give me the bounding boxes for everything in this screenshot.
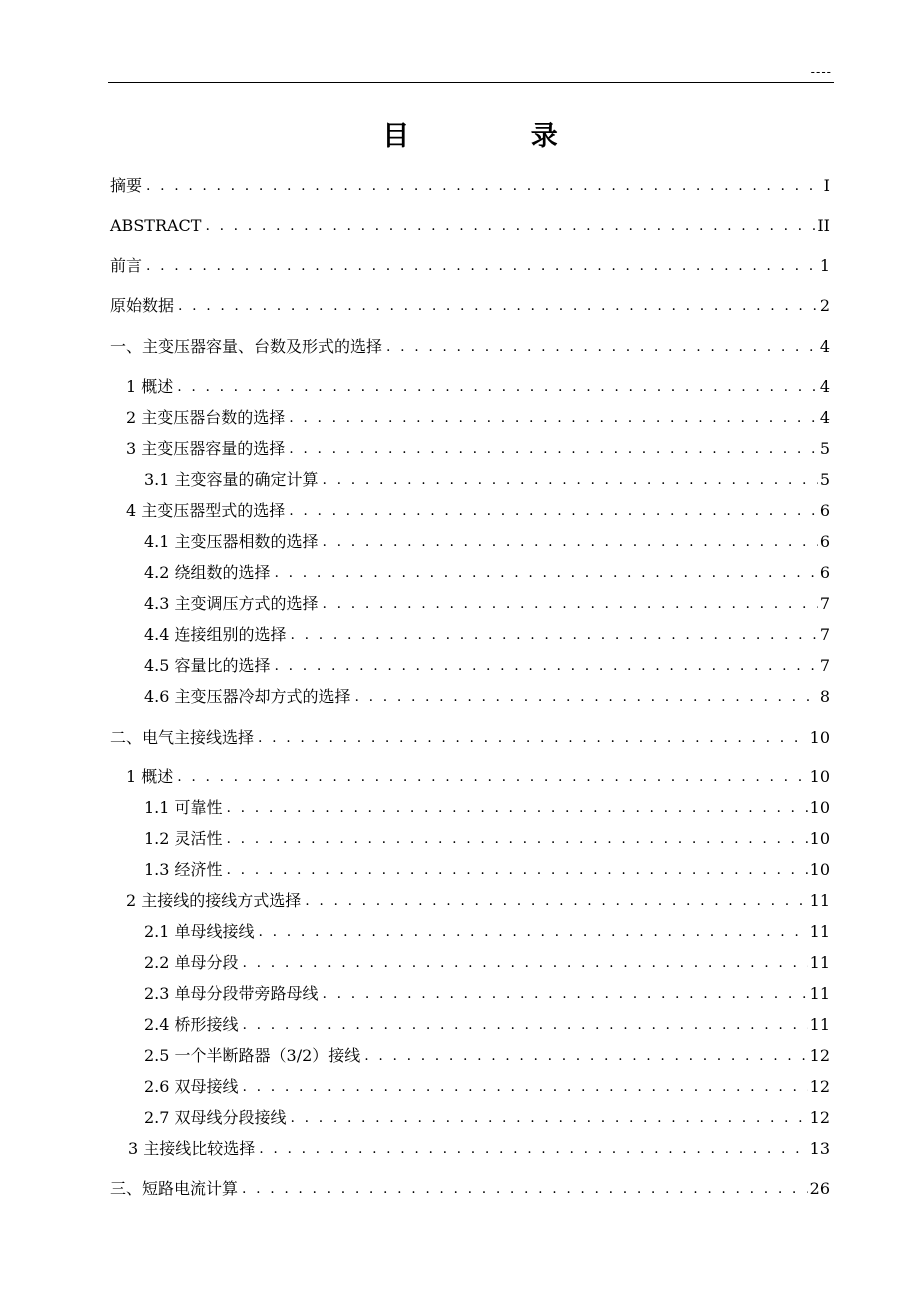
toc-entry-label: 二、电气主接线选择: [110, 728, 255, 747]
toc-entry[interactable]: [144, 920, 830, 944]
toc-dot-leader: [178, 294, 818, 318]
toc-dot-leader: [146, 174, 822, 198]
toc-entry-page-number: 12: [809, 1046, 830, 1065]
toc-entry-page-number: 12: [809, 1108, 830, 1127]
toc-entry-label: 2.5 一个半断路器（3/2）接线: [144, 1046, 361, 1065]
toc-entry-page-number: 10: [809, 767, 830, 786]
toc-entry[interactable]: [144, 951, 830, 975]
toc-entry-label: 2.4 桥形接线: [144, 1015, 239, 1034]
toc-dot-leader: [275, 654, 818, 678]
toc-dot-leader: [323, 982, 808, 1006]
toc-dot-leader: [259, 920, 808, 944]
toc-entry-label: 3 主接线比较选择: [128, 1139, 256, 1158]
toc-dot-leader: [243, 1013, 808, 1037]
toc-dot-leader: [259, 1137, 807, 1161]
toc-entry[interactable]: [144, 654, 830, 678]
toc-entry[interactable]: [126, 375, 830, 399]
toc-entry-page-number: 13: [809, 1139, 830, 1158]
toc-entry-label: 4.1 主变压器相数的选择: [144, 532, 319, 551]
toc-entry-page-number: 10: [809, 860, 830, 879]
toc-entry[interactable]: [144, 592, 830, 616]
toc-dot-leader: [305, 889, 807, 913]
toc-entry[interactable]: [144, 796, 830, 820]
toc-entry-page-number: 11: [809, 984, 830, 1003]
toc-entry[interactable]: [144, 685, 830, 709]
toc-entry-label: 一、主变压器容量、台数及形式的选择: [110, 337, 383, 356]
toc-dot-leader: [275, 561, 818, 585]
toc-dot-leader: [243, 1075, 808, 1099]
toc-dot-leader: [227, 858, 808, 882]
toc-entry[interactable]: [126, 499, 830, 523]
toc-entry-label: 4.3 主变调压方式的选择: [144, 594, 319, 613]
toc-entry-label: 4.2 绕组数的选择: [144, 563, 271, 582]
toc-entry-page-number: 11: [809, 1015, 830, 1034]
toc-entry[interactable]: [110, 174, 830, 198]
header-mark: ----: [810, 64, 832, 79]
toc-entry[interactable]: [110, 335, 830, 359]
toc-entry[interactable]: [110, 1177, 830, 1201]
toc-entry-label: 1 概述: [126, 377, 174, 396]
toc-entry-page-number: 2: [819, 296, 830, 315]
toc-entry[interactable]: [110, 214, 830, 238]
toc-entry-label: 2.2 单母分段: [144, 953, 239, 972]
toc-entry[interactable]: [144, 1106, 830, 1130]
toc-dot-leader: [289, 437, 818, 461]
toc-dot-leader: [291, 1106, 808, 1130]
toc-entry-page-number: 4: [819, 337, 830, 356]
toc-entry-label: 1 概述: [126, 767, 174, 786]
toc-entry-page-number: 5: [819, 439, 830, 458]
toc-entry-label: 前言: [110, 256, 143, 275]
toc-dot-leader: [242, 1177, 808, 1201]
toc-entry-page-number: II: [817, 216, 830, 235]
toc-entry[interactable]: [144, 1044, 830, 1068]
toc-entry-page-number: 7: [819, 656, 830, 675]
toc-entry-page-number: 5: [819, 470, 830, 489]
toc-entry-label: 原始数据: [110, 296, 175, 315]
toc-entry[interactable]: [144, 1075, 830, 1099]
toc-entry[interactable]: [144, 858, 830, 882]
toc-entry-label: 2.6 双母接线: [144, 1077, 239, 1096]
toc-entry[interactable]: [144, 982, 830, 1006]
toc-dot-leader: [227, 796, 808, 820]
toc-entry-label: 摘要: [110, 176, 143, 195]
toc-entry-page-number: 4: [819, 408, 830, 427]
toc-dot-leader: [289, 499, 818, 523]
toc-dot-leader: [289, 406, 818, 430]
toc-entry-page-number: 10: [809, 798, 830, 817]
toc-entry-page-number: I: [823, 176, 830, 195]
toc-entry-page-number: 11: [809, 953, 830, 972]
toc-entry-label: 2.3 单母分段带旁路母线: [144, 984, 319, 1003]
toc-entry-label: 4.6 主变压器冷却方式的选择: [144, 687, 351, 706]
toc-entry[interactable]: [126, 889, 830, 913]
toc-entry[interactable]: [144, 468, 830, 492]
toc-entry-page-number: 4: [819, 377, 830, 396]
toc-dot-leader: [364, 1044, 807, 1068]
toc-entry-page-number: 11: [809, 891, 830, 910]
toc-dot-leader: [146, 254, 818, 278]
toc-entry-label: 3 主变压器容量的选择: [126, 439, 286, 458]
toc-dot-leader: [323, 530, 818, 554]
toc-entry-page-number: 8: [819, 687, 830, 706]
toc-entry-label: 2.7 双母线分段接线: [144, 1108, 287, 1127]
toc-entry-page-number: 10: [809, 728, 830, 747]
toc-dot-leader: [227, 827, 808, 851]
toc-entry-label: 4 主变压器型式的选择: [126, 501, 286, 520]
toc-dot-leader: [205, 214, 815, 238]
toc-entry[interactable]: [126, 437, 830, 461]
toc-entry[interactable]: [144, 827, 830, 851]
toc-entry-label: 2 主变压器台数的选择: [126, 408, 286, 427]
toc-dot-leader: [177, 375, 818, 399]
toc-dot-leader: [386, 335, 818, 359]
toc-entry-page-number: 1: [819, 256, 830, 275]
toc-dot-leader: [243, 951, 808, 975]
toc-entry[interactable]: [144, 623, 830, 647]
toc-entry-label: 3.1 主变容量的确定计算: [144, 470, 319, 489]
toc-entry-label: 2 主接线的接线方式选择: [126, 891, 302, 910]
toc-entry[interactable]: [144, 561, 830, 585]
toc-entry[interactable]: [126, 406, 830, 430]
toc-dot-leader: [323, 468, 818, 492]
page-title: 目 录: [382, 121, 614, 152]
toc-dot-leader: [258, 726, 808, 750]
toc-entry[interactable]: [110, 726, 830, 750]
toc-dot-leader: [355, 685, 818, 709]
toc-entry-page-number: 26: [809, 1179, 830, 1198]
toc-entry[interactable]: [128, 1137, 830, 1161]
toc-entry-page-number: 6: [819, 563, 830, 582]
toc-entry-page-number: 7: [819, 594, 830, 613]
toc-entry-label: 三、短路电流计算: [110, 1179, 239, 1198]
toc-entry[interactable]: [126, 765, 830, 789]
toc-entry-label: 1.1 可靠性: [144, 798, 223, 817]
toc-entry-page-number: 11: [809, 922, 830, 941]
toc-entry-label: 2.1 单母线接线: [144, 922, 255, 941]
toc-entry-label: ABSTRACT: [110, 216, 202, 235]
toc-dot-leader: [323, 592, 818, 616]
toc-dot-leader: [177, 765, 807, 789]
toc-entry-label: 1.2 灵活性: [144, 829, 223, 848]
toc-entry-page-number: 12: [809, 1077, 830, 1096]
toc-entry-label: 1.3 经济性: [144, 860, 223, 879]
toc-entry[interactable]: [110, 254, 830, 278]
toc-entry-page-number: 10: [809, 829, 830, 848]
toc-entry-page-number: 6: [819, 532, 830, 551]
toc-dot-leader: [291, 623, 818, 647]
toc-entry-label: 4.5 容量比的选择: [144, 656, 271, 675]
toc-entry-page-number: 6: [819, 501, 830, 520]
toc-entry-page-number: 7: [819, 625, 830, 644]
toc-entry[interactable]: [144, 1013, 830, 1037]
toc-entry[interactable]: [144, 530, 830, 554]
toc-entry[interactable]: [110, 294, 830, 318]
toc-entry-label: 4.4 连接组别的选择: [144, 625, 287, 644]
